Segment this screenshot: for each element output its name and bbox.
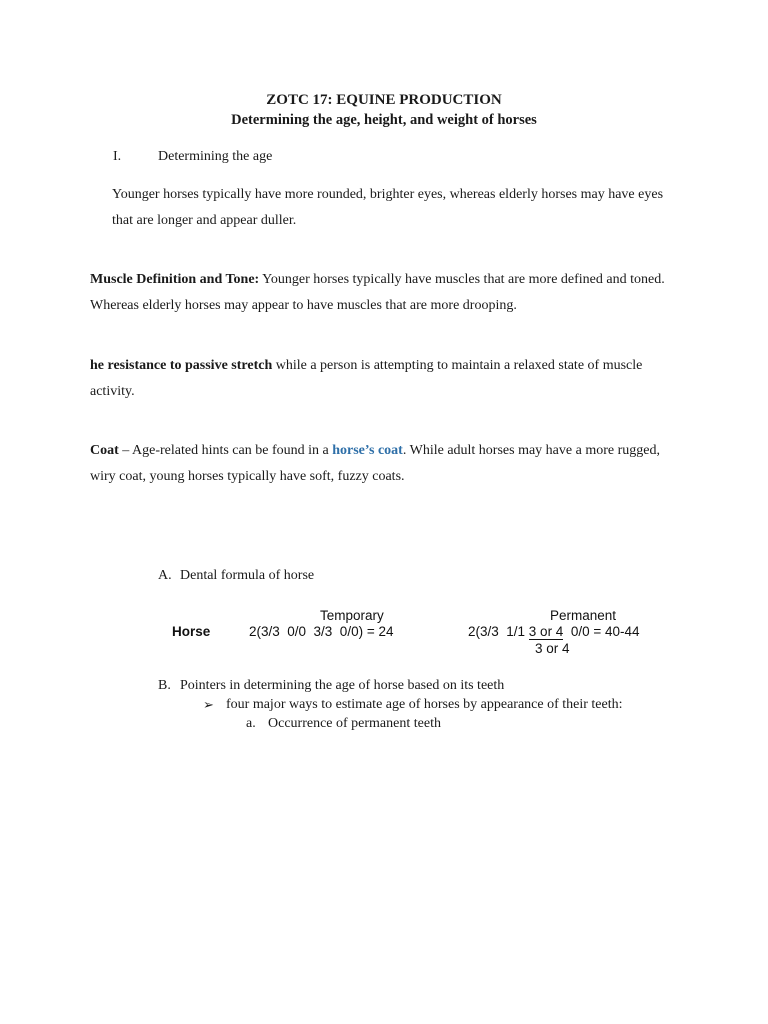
coat-label: Coat (90, 443, 119, 458)
coat-text-after: . While adult horses may have a more rugged, wiry coat, young horses typically have soft, fuzzy coats. (90, 443, 660, 484)
document-title: ZOTC 17: EQUINE PRODUCTION (266, 92, 502, 108)
sub-letter: a. (246, 716, 256, 731)
section-heading: Determining the age (158, 149, 273, 164)
temporary-formula: 2(3/3 0/0 3/3 0/0) = 24 (249, 624, 394, 639)
perm-prefix: 2(3/3 1/1 (468, 624, 529, 639)
coat-text-before: – Age-related hints can be found in a (118, 443, 333, 458)
document-subtitle: Determining the age, height, and weight of horses (231, 112, 537, 128)
horse-coat-link[interactable]: horse’s coat (332, 443, 403, 458)
pointers-letter: B. (158, 678, 171, 693)
dental-letter: A. (158, 568, 172, 583)
muscle-paragraph (90, 267, 680, 319)
resistance-text: while a person is attempting to maintain a relaxed state of muscle activity. (90, 358, 643, 399)
arrow-bullet-icon: ➢ (203, 697, 214, 712)
muscle-text: Younger horses typically have muscles that are more defined and toned. Whereas elderly horses may appear to have muscles that are more drooping. (90, 272, 665, 313)
resistance-label: he resistance to passive stretch (90, 358, 273, 373)
row-label-horse: Horse (172, 624, 211, 639)
resistance-paragraph (90, 353, 680, 405)
permanent-formula (468, 624, 640, 639)
dental-heading: Dental formula of horse (180, 568, 315, 583)
section-number: I. (113, 149, 122, 164)
col-temporary: Temporary (320, 608, 384, 623)
perm-suffix: 0/0 = 40-44 (563, 624, 640, 639)
muscle-label: Muscle Definition and Tone: (90, 272, 260, 287)
sub-text: Occurrence of permanent teeth (268, 716, 441, 731)
bullet-text: four major ways to estimate age of horses by appearance of their teeth: (226, 697, 623, 712)
perm-denominator: 3 or 4 (535, 641, 570, 656)
eyes-paragraph: Younger horses typically have more rounded, brighter eyes, whereas elderly horses may have eyes that are longer and appear duller. (112, 187, 664, 228)
coat-paragraph (90, 438, 680, 490)
perm-numerator: 3 or 4 (528, 624, 564, 639)
col-permanent: Permanent (550, 608, 617, 623)
pointers-heading: Pointers in determining the age of horse based on its teeth (180, 678, 505, 693)
